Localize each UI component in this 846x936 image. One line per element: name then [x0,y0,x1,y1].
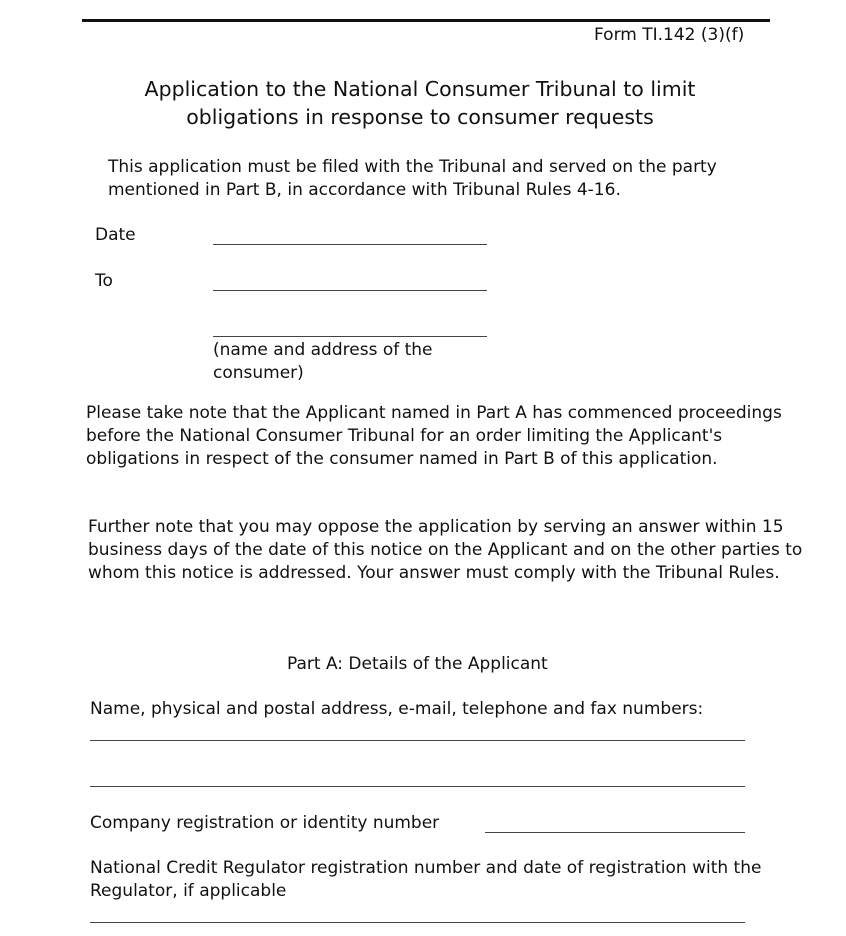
company-registration-label: Company registration or identity number [90,813,440,833]
top-rule [82,19,770,22]
ncr-registration-label: National Credit Regulator registration number and date of registration with the Regulator, if applicable [90,858,762,901]
to-field-line[interactable] [213,290,487,291]
ncr-registration-line[interactable] [90,922,745,923]
consumer-address-line[interactable] [213,336,487,337]
to-label: To [95,271,113,291]
applicant-details-label: Name, physical and postal address, e-mail, telephone and fax numbers: [90,699,704,719]
notice-paragraph-1: Please take note that the Applicant named in Part A has commenced proceedings before the National Consumer Tribunal for an order limiting the Applicant's obligations in respect of the consumer named in Part B of this application. [86,403,782,469]
date-label: Date [95,225,136,245]
date-field-line[interactable] [213,244,487,245]
document-title: Application to the National Consumer Tribunal to limit obligations in response to consumer requests [144,77,696,129]
part-a-heading: Part A: Details of the Applicant [287,654,548,674]
applicant-details-line-1[interactable] [90,740,745,741]
filing-instructions: This application must be filed with the Tribunal and served on the party mentioned in Part B, in accordance with Tribunal Rules 4-16. [108,157,717,200]
notice-paragraph-2: Further note that you may oppose the application by serving an answer within 15 business days of the date of this notice on the Applicant and on the other parties to whom this notice is addressed. Your answer must comply with the Tribunal Rules. [88,517,803,583]
consumer-address-hint: (name and address of the consumer) [213,340,433,383]
company-registration-line[interactable] [485,832,745,833]
form-number: Form TI.142 (3)(f) [594,25,745,45]
applicant-details-line-2[interactable] [90,786,745,787]
